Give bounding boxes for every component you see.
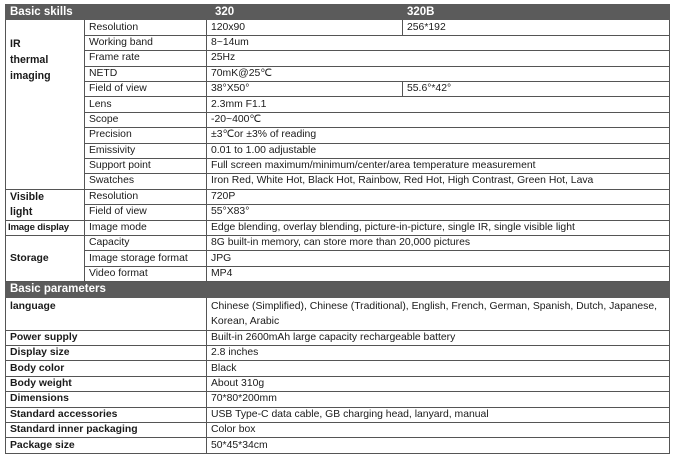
- spec-label: NETD: [85, 66, 207, 81]
- section-title-basic-parameters: Basic parameters: [6, 282, 670, 297]
- spec-value: -20~400℃: [207, 112, 670, 127]
- param-row: [6, 346, 670, 361]
- spec-label: Field of view: [85, 81, 207, 96]
- spec-value: ±3℃or ±3% of reading: [207, 128, 670, 143]
- spec-value-320: 38°X50°: [207, 81, 403, 96]
- spec-table: [5, 4, 670, 454]
- spec-row: [6, 189, 670, 205]
- category-line: light: [10, 205, 33, 218]
- param-value: Color box: [207, 422, 670, 437]
- spec-label: Capacity: [85, 236, 207, 251]
- param-value: 50*45*34cm: [207, 438, 670, 453]
- param-label: Display size: [6, 346, 207, 361]
- model-320b-header: 320B: [403, 5, 670, 20]
- category-line: Visible: [10, 190, 44, 203]
- param-label: Package size: [6, 438, 207, 453]
- spec-row: [6, 81, 670, 96]
- spec-row: [6, 112, 670, 127]
- param-row: [6, 392, 670, 407]
- param-label: Standard inner packaging: [6, 422, 207, 437]
- spec-row: [6, 51, 670, 66]
- spec-label: Emissivity: [85, 143, 207, 158]
- spec-value: Edge blending, overlay blending, picture-in-picture, single IR, single visible light: [207, 220, 670, 235]
- spec-value: 70mK@25℃: [207, 66, 670, 81]
- spec-label: Image storage format: [85, 251, 207, 266]
- spec-value: 55°X83°: [207, 205, 670, 221]
- category-visible-light: [6, 189, 85, 220]
- param-label: Body weight: [6, 376, 207, 391]
- spec-label: Frame rate: [85, 51, 207, 66]
- spec-value: 8~14um: [207, 35, 670, 50]
- spec-row: [6, 20, 670, 35]
- spec-value: 0.01 to 1.00 adjustable: [207, 143, 670, 158]
- param-row: [6, 330, 670, 345]
- spec-value: Full screen maximum/minimum/center/area temperature measurement: [207, 158, 670, 173]
- spec-label: Support point: [85, 158, 207, 173]
- spec-row: [6, 174, 670, 189]
- param-row: [6, 297, 670, 330]
- param-row: [6, 361, 670, 376]
- spec-row: [6, 66, 670, 81]
- section-title-basic-skills: Basic skills: [6, 5, 207, 20]
- spec-value: Iron Red, White Hot, Black Hot, Rainbow, Red Hot, High Contrast, Green Hot, Lava: [207, 174, 670, 189]
- spec-row: [6, 220, 670, 235]
- spec-row: [6, 97, 670, 112]
- param-label: language: [6, 297, 207, 330]
- spec-label: Image mode: [85, 220, 207, 235]
- category-line: imaging: [10, 70, 51, 83]
- spec-value: 25Hz: [207, 51, 670, 66]
- spec-row: [6, 236, 670, 251]
- param-label: Dimensions: [6, 392, 207, 407]
- param-value: 2.8 inches: [207, 346, 670, 361]
- model-320-header: 320: [207, 5, 403, 20]
- spec-row: [6, 266, 670, 281]
- spec-label: Resolution: [85, 189, 207, 205]
- param-row: [6, 422, 670, 437]
- spec-row: [6, 128, 670, 143]
- spec-row: [6, 251, 670, 266]
- spec-row: [6, 35, 670, 50]
- spec-label: Swatches: [85, 174, 207, 189]
- spec-value: JPG: [207, 251, 670, 266]
- spec-value: 720P: [207, 189, 670, 205]
- spec-label: Precision: [85, 128, 207, 143]
- param-label: Body color: [6, 361, 207, 376]
- spec-label: Video format: [85, 266, 207, 281]
- spec-value: 2.3mm F1.1: [207, 97, 670, 112]
- param-value: About 310g: [207, 376, 670, 391]
- spec-value: 8G built-in memory, can store more than 20,000 pictures: [207, 236, 670, 251]
- param-value: USB Type-C data cable, GB charging head, lanyard, manual: [207, 407, 670, 422]
- header-row: [6, 282, 670, 297]
- param-value: 70*80*200mm: [207, 392, 670, 407]
- param-label: Standard accessories: [6, 407, 207, 422]
- param-value: Black: [207, 361, 670, 376]
- spec-label: Resolution: [85, 20, 207, 35]
- spec-value: MP4: [207, 266, 670, 281]
- spec-value-320: 120x90: [207, 20, 403, 35]
- param-row: [6, 407, 670, 422]
- param-value: Built-in 2600mAh large capacity rechargeable battery: [207, 330, 670, 345]
- category-storage: Storage: [6, 236, 85, 282]
- param-value: Chinese (Simplified), Chinese (Traditional), English, French, German, Spanish, Dutch, Japanese, Korean, Arabic: [207, 297, 670, 330]
- spec-row: [6, 205, 670, 221]
- category-image-display: Image display: [6, 220, 85, 235]
- spec-label: Scope: [85, 112, 207, 127]
- spec-label: Field of view: [85, 205, 207, 221]
- header-row: [6, 5, 670, 20]
- param-label: Power supply: [6, 330, 207, 345]
- category-line: thermal: [10, 54, 49, 67]
- spec-value-320b: 55.6°*42°: [403, 81, 670, 96]
- spec-row: [6, 158, 670, 173]
- category-ir-thermal-imaging: [6, 20, 85, 189]
- spec-value-320b: 256*192: [403, 20, 670, 35]
- param-row: [6, 438, 670, 453]
- category-line: IR: [10, 38, 21, 51]
- spec-label: Lens: [85, 97, 207, 112]
- spec-label: Working band: [85, 35, 207, 50]
- param-row: [6, 376, 670, 391]
- spec-row: [6, 143, 670, 158]
